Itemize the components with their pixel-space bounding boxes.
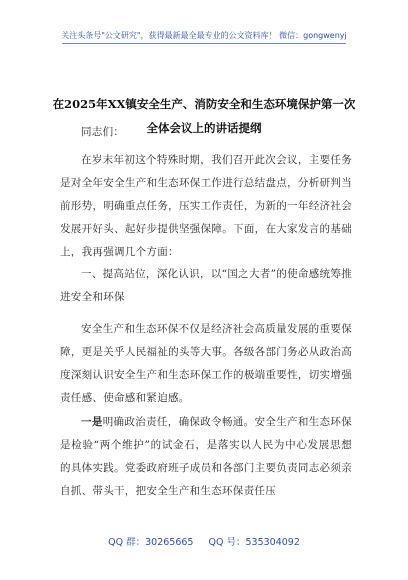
header-divider	[62, 43, 346, 44]
point-one-lead: 一是	[81, 416, 103, 428]
footer-qq-group: QQ 群：30265665	[108, 537, 194, 548]
page-header-note: 关注头条号"公文研究"，获得最新最全最专业的公文资料库！ 微信：gongwenyj	[61, 31, 347, 40]
salutation: 同志们：	[81, 126, 125, 138]
paragraph-intro: 在岁末年初这个特殊时期，我们召开此次会议，主要任务是对全年安全生产和生态环保工作进行总结盘点，分析研判当前形势，明确重点任务，压实工作责任，为新的一年经济社会发展开好头、起好步提供坚强保障。下面，在大家发言的基础上，我再强调几个方面：	[60, 154, 352, 258]
title-line-2: 全体会议上的讲话提纲	[146, 121, 262, 135]
point-one-text: 明确政治责任，确保政令畅通。安全生产和生态环保是检验“两个维护”的试金石，是落实以人民为中心发展思想的具体实践。党委政府班子成员和各部门主要负责同志必须亲自抓、带头干，把安全生产和生态环保责任压	[60, 416, 352, 497]
section-heading-1: 一、提高站位，深化认识，以“国之大者”的使命感统筹推进安全和环保	[60, 268, 352, 303]
footer-qq-number: QQ 号：535304092	[208, 537, 300, 548]
title-line-1: 在2025年XX镇安全生产、消防安全和生态环境保护第一次	[52, 97, 356, 111]
paragraph-point-one	[60, 411, 352, 503]
page-footer	[0, 534, 408, 548]
paragraph-importance: 安全生产和生态环保不仅是经济社会高质量发展的重要保障，更是关乎人民福祉的头等大事。各级各部门务必从政治高度深刻认识安全生产和生态环保工作的极端重要性，切实增强责任感、使命感和紧迫感。	[60, 323, 352, 404]
